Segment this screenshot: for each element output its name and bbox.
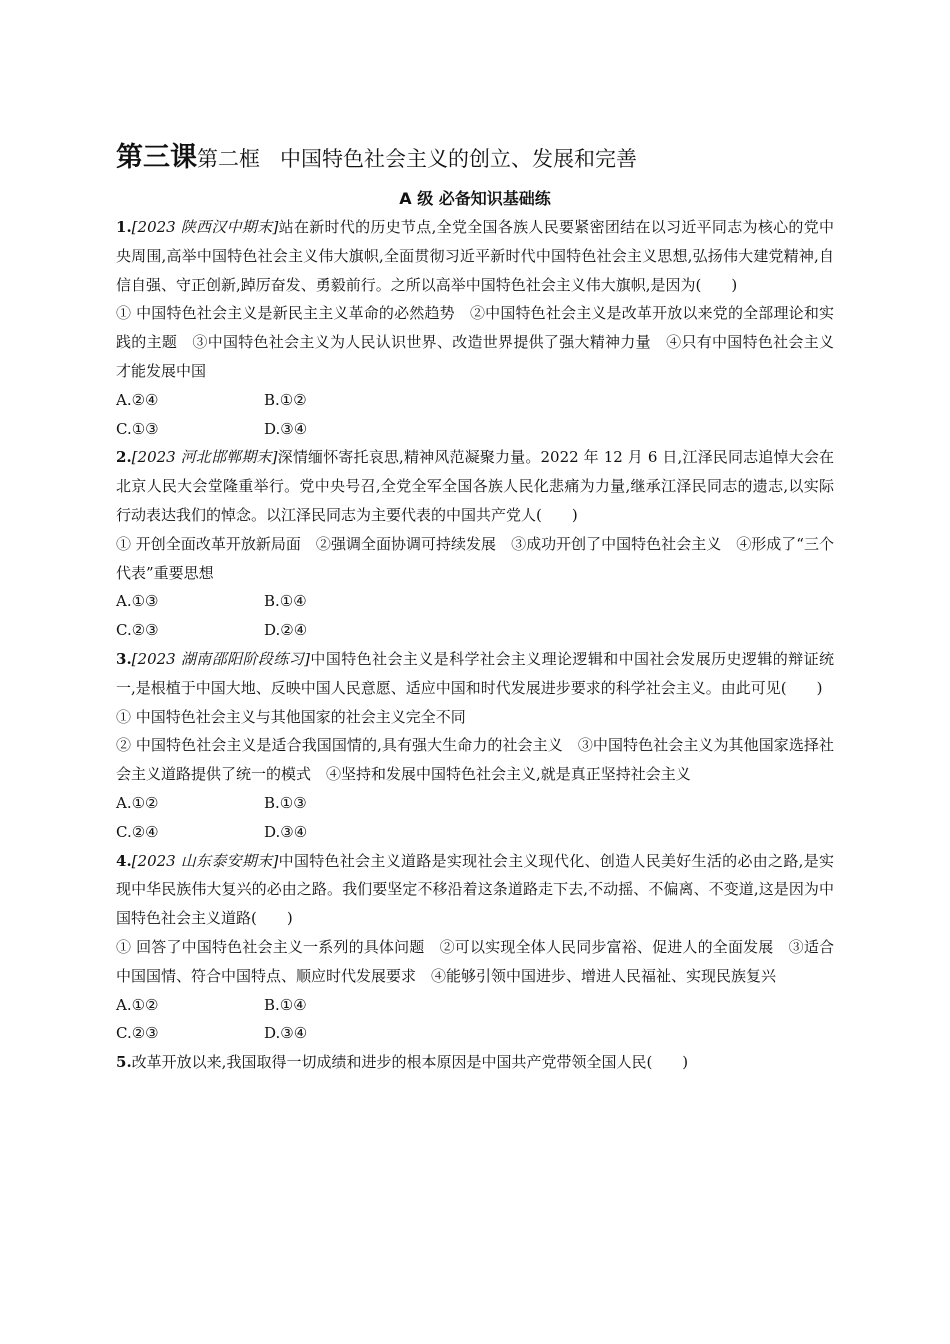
question-statement: ① 中国特色社会主义与其他国家的社会主义完全不同 xyxy=(116,707,466,726)
question-statements: ① 回答了中国特色社会主义一系列的具体问题 ②可以实现全体人民同步富裕、促进人的全面发展 ③适合中国国情、符合中国特点、顺应时代发展要求 ④能够引领中国进步、增进人民福祉、实现民族复兴 xyxy=(116,937,834,985)
question-stem: 5.改革开放以来,我国取得一切成绩和进步的根本原因是中国共产党带领全国人民( ) xyxy=(116,1053,689,1072)
question-source: [2023 湖南邵阳阶段练习] xyxy=(131,649,311,668)
options-row xyxy=(116,415,834,444)
options-row xyxy=(116,616,834,645)
option-b[interactable]: B.①③ xyxy=(264,793,307,812)
question-stem: 2.[2023 河北邯郸期末]深情缅怀寄托哀思,精神风范凝聚力量。2022 年 12 月 6 日,江泽民同志追悼大会在北京人民大会堂隆重举行。党中央号召,全党全军全国各族人民化悲痛为力量,继承江泽民同志的遗志,以实际行动表达我们的悼念。以江泽民同志为主要代表的中国共产党人( ) xyxy=(116,448,834,524)
option-a[interactable]: A.①② xyxy=(116,793,159,812)
option-a[interactable]: A.①② xyxy=(116,995,159,1014)
question-1 xyxy=(116,213,834,443)
option-a[interactable]: A.①③ xyxy=(116,592,159,611)
option-c[interactable]: C.②③ xyxy=(116,621,159,640)
document-page xyxy=(116,138,834,1077)
section-level-heading: A 级 必备知识基础练 xyxy=(399,189,551,208)
options-row xyxy=(116,587,834,616)
question-statements: ① 中国特色社会主义是新民主主义革命的必然趋势 ②中国特色社会主义是改革开放以来党的全部理论和实践的主题 ③中国特色社会主义为人民认识世界、改造世界提供了强大精神力量 ④只有中国特色社会主义才能发展中国 xyxy=(116,304,834,380)
option-d[interactable]: D.③④ xyxy=(264,419,308,438)
lesson-title-part1: 第三课 xyxy=(116,142,197,173)
question-statements: ① 开创全面改革开放新局面 ②强调全面协调可持续发展 ③成功开创了中国特色社会主义 ④形成了“三个代表”重要思想 xyxy=(116,534,834,582)
question-number: 5 xyxy=(116,1053,127,1072)
question-4 xyxy=(116,847,834,1049)
option-a[interactable]: A.②④ xyxy=(116,390,159,409)
question-stem: 1.[2023 陕西汉中期末]站在新时代的历史节点,全党全国各族人民要紧密团结在以习近平同志为核心的党中央周围,高举中国特色社会主义伟大旗帜,全面贯彻习近平新时代中国特色社会主义思想,弘扬伟大建党精神,自信自强、守正创新,踔厉奋发、勇毅前行。之所以高举中国特色社会主义伟大旗帜,是因为( ) xyxy=(116,218,834,294)
option-b[interactable]: B.①② xyxy=(264,390,307,409)
option-d[interactable]: D.③④ xyxy=(264,822,308,841)
options-row xyxy=(116,991,834,1020)
question-number: 1 xyxy=(116,218,127,236)
option-d[interactable]: D.③④ xyxy=(264,1024,308,1043)
question-stem: 3.[2023 湖南邵阳阶段练习]中国特色社会主义是科学社会主义理论逻辑和中国社会发展历史逻辑的辩证统一,是根植于中国大地、反映中国人民意愿、适应中国和时代发展进步要求的科学社会主义。由此可见( ) xyxy=(116,649,834,697)
option-c[interactable]: C.②④ xyxy=(116,822,159,841)
question-number: 4 xyxy=(116,851,127,870)
lesson-title-part3: 中国特色社会主义的创立、发展和完善 xyxy=(280,147,637,171)
question-number: 2 xyxy=(116,448,127,467)
option-b[interactable]: B.①④ xyxy=(264,995,307,1014)
question-statements: ② 中国特色社会主义是适合我国国情的,具有强大生命力的社会主义 ③中国特色社会主义为其他国家选择社会主义道路提供了统一的模式 ④坚持和发展中国特色社会主义,就是真正坚持社会主义 xyxy=(116,736,834,784)
question-2 xyxy=(116,443,834,645)
option-c[interactable]: C.②③ xyxy=(116,1024,159,1043)
question-source: [2023 河北邯郸期末] xyxy=(131,448,278,467)
lesson-title xyxy=(116,138,834,179)
question-source: [2023 山东泰安期末] xyxy=(131,851,279,870)
question-source: [2023 陕西汉中期末] xyxy=(131,218,279,236)
options-row xyxy=(116,386,834,415)
option-b[interactable]: B.①④ xyxy=(264,592,307,611)
question-3 xyxy=(116,645,834,847)
options-row xyxy=(116,1019,834,1048)
lesson-title-part2: 第二框 xyxy=(197,147,260,171)
question-stem: 4.[2023 山东泰安期末]中国特色社会主义道路是实现社会主义现代化、创造人民美好生活的必由之路,是实现中华民族伟大复兴的必由之路。我们要坚定不移沿着这条道路走下去,不动摇、不偏离、不变道,这是因为中国特色社会主义道路( ) xyxy=(116,851,834,928)
question-5 xyxy=(116,1048,834,1077)
option-d[interactable]: D.②④ xyxy=(264,621,308,640)
option-c[interactable]: C.①③ xyxy=(116,419,159,438)
question-number: 3 xyxy=(116,649,127,668)
options-row xyxy=(116,818,834,847)
options-row xyxy=(116,789,834,818)
